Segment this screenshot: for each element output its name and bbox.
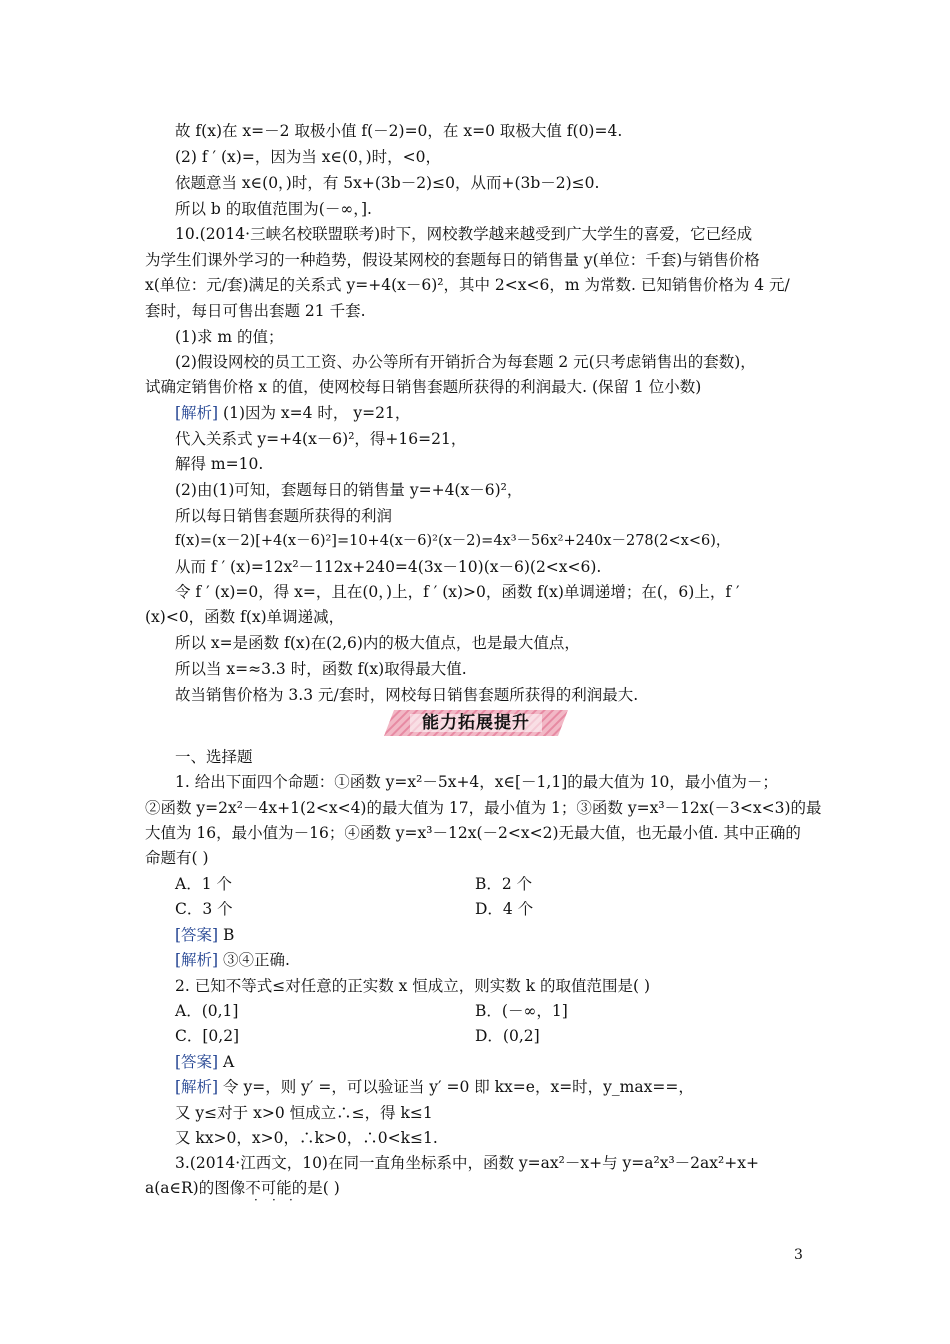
option-d: D．4 个 xyxy=(475,900,534,918)
text-line: (2)由(1)可知，套题每日的销售量 y=+4(x－6)²， xyxy=(175,481,523,499)
option-b: B．(－∞，1] xyxy=(475,1002,568,1020)
text-line: 为学生们课外学习的一种趋势，假设某网校的套题每日的销售量 y(单位：千套)与销售价格 xyxy=(145,251,760,269)
text-line: 3.(2014·江西文，10)在同一直角坐标系中，函数 y=ax²－x+与 y=a²x³－2ax²+x+ xyxy=(175,1154,759,1172)
text-line: 从而 f ′ (x)=12x²－112x+240=4(3x－10)(x－6)(2<x<6). xyxy=(175,558,602,576)
text-line: 依题意当 x∈(0，)时，有 5x+(3b－2)≤0，从而+(3b－2)≤0. xyxy=(175,174,600,192)
text-line: ②函数 y=2x²－4x+1(2<x<4)的最大值为 17，最小值为 1；③函数 y=x³－12x(－3<x<3)的最 xyxy=(145,799,822,817)
analysis-text: ③④正确. xyxy=(218,951,290,969)
section-heading: 一、选择题 xyxy=(175,748,253,766)
emphasis-dot: · xyxy=(254,1193,258,1207)
analysis-text: (1)因为 x=4 时， y=21， xyxy=(218,404,411,422)
text-line: 所以每日销售套题所获得的利润 xyxy=(175,507,393,525)
text-line: 命题有( ) xyxy=(145,849,209,867)
option-c: C．[0,2] xyxy=(175,1027,240,1045)
text-line: 10.(2014·三峡名校联盟联考)时下，网校教学越来越受到广大学生的喜爱，它已经成 xyxy=(175,225,753,243)
text-line: 故 f(x)在 x=－2 取极小值 f(－2)=0，在 x=0 取极大值 f(0)=4. xyxy=(175,122,623,140)
banner-title: 能力拓展提升 xyxy=(422,713,530,733)
text-line: (x)<0，函数 f(x)单调递减， xyxy=(145,608,345,626)
text-line: a(a∈R)的图像不可能的是( ) xyxy=(145,1179,340,1197)
text-line: 所以 x=是函数 f(x)在(2,6)内的极大值点，也是最大值点， xyxy=(175,634,580,652)
option-a: A．(0,1] xyxy=(175,1002,239,1020)
option-c: C．3 个 xyxy=(175,900,233,918)
text-line: 2. 已知不等式≤对任意的正实数 x 恒成立，则实数 k 的取值范围是( ) xyxy=(175,977,651,995)
analysis-tag: [解析] xyxy=(175,1078,219,1096)
emphasis-dot: · xyxy=(272,1193,276,1207)
analysis-tag: [解析] xyxy=(175,951,219,969)
text-line: 大值为 16，最小值为－16；④函数 y=x³－12x(－2<x<2)无最大值，也无最小值. 其中正确的 xyxy=(145,824,801,842)
text-line: 又 y≤对于 x>0 恒成立∴≤，得 k≤1 xyxy=(175,1104,433,1122)
text-line: 1. 给出下面四个命题：①函数 y=x²－5x+4，x∈[－1,1]的最大值为 10，最小值为－； xyxy=(175,773,778,791)
page-number: 3 xyxy=(794,1247,803,1263)
text-line: f(x)=(x－2)[+4(x－6)²]=10+4(x－6)²(x－2)=4x³－56x²+240x－278(2<x<6)， xyxy=(175,533,731,549)
analysis-line xyxy=(175,402,815,424)
text-line: (2)假设网校的员工工资、办公等所有开销折合为每套题 2 元(只考虑销售出的套数)， xyxy=(175,353,756,371)
text-line: (1)求 m 的值； xyxy=(175,328,284,346)
text-line: (2) f ′ (x)=，因为当 x∈(0，)时，<0， xyxy=(175,148,442,166)
analysis-line xyxy=(175,1076,815,1098)
answer-line xyxy=(175,924,815,946)
text-line: 又 kx>0，x>0，∴k>0，∴0<k≤1. xyxy=(175,1129,438,1147)
emphasis-dot: · xyxy=(289,1193,293,1207)
text-line: x(单位：元/套)满足的关系式 y=+4(x－6)²，其中 2<x<6，m 为常数. 已知销售价格为 4 元/ xyxy=(145,276,790,294)
analysis-line xyxy=(175,949,815,971)
analysis-tag: [解析] xyxy=(175,404,219,422)
answer-tag: [答案] xyxy=(175,1053,219,1071)
text-line: 故当销售价格为 3.3 元/套时，网校每日销售套题所获得的利润最大. xyxy=(175,686,639,704)
text-line: 令 f ′ (x)=0，得 x=，且在(0，)上，f ′ (x)>0，函数 f(x)单调递增；在(，6)上，f ′ xyxy=(175,583,740,601)
option-b: B．2 个 xyxy=(475,875,533,893)
answer-line xyxy=(175,1051,815,1073)
option-a: A．1 个 xyxy=(175,875,232,893)
text-line: 解得 m=10. xyxy=(175,455,264,473)
text-line: 所以当 x=≈3.3 时，函数 f(x)取得最大值. xyxy=(175,660,467,678)
answer-tag: [答案] xyxy=(175,926,219,944)
text-line: 套时，每日可售出套题 21 千套. xyxy=(145,302,366,320)
text-line: 所以 b 的取值范围为(－∞，]. xyxy=(175,200,372,218)
answer-text: A xyxy=(218,1053,235,1071)
text-line: 代入关系式 y=+4(x－6)²，得+16=21， xyxy=(175,430,467,448)
option-d: D．(0,2] xyxy=(475,1027,540,1045)
answer-text: B xyxy=(218,926,235,944)
analysis-text: 令 y=，则 y′ =，可以验证当 y′ =0 即 kx=e，x=时，y_max==， xyxy=(218,1078,694,1096)
text-line: 试确定销售价格 x 的值，使网校每日销售套题所获得的利润最大. (保留 1 位小数) xyxy=(145,378,702,396)
section-banner xyxy=(384,708,568,738)
